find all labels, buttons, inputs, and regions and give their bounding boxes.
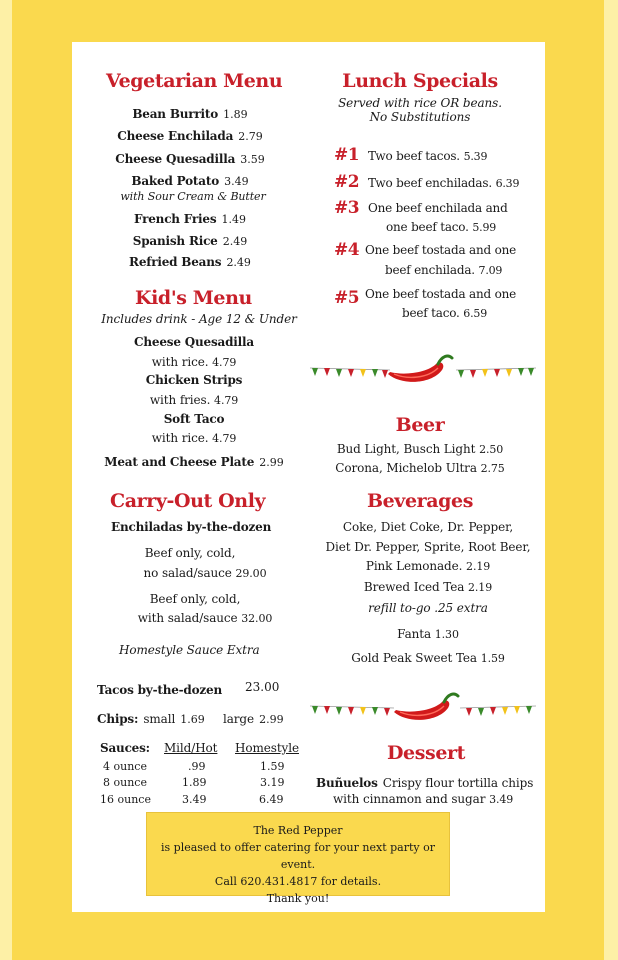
kids-item-name: Cheese Quesadilla	[134, 335, 254, 349]
catering-box	[146, 812, 450, 905]
veg-item-name: Bean Burrito	[132, 107, 219, 121]
special-line-2	[402, 306, 487, 320]
sauces-col-mild: Mild/Hot	[164, 741, 218, 755]
dessert-text-2: with cinnamon and sugar	[333, 792, 486, 806]
sauce-mild-price: 1.89	[182, 776, 207, 789]
kids-detail-text: with fries.	[149, 393, 211, 407]
catering-thanks: Thank you!	[266, 892, 330, 905]
special-price: 6.59	[463, 307, 487, 320]
enchilada-option-2-line-2	[100, 611, 310, 625]
fanta-text: Fanta	[397, 627, 432, 641]
vegetarian-title: Vegetarian Menu	[106, 70, 283, 92]
beer-price: 2.50	[479, 443, 504, 456]
chips-large	[223, 708, 284, 727]
veg-item-price: 2.49	[226, 256, 251, 269]
veg-item-name: Baked Potato	[131, 174, 219, 188]
beverages-line-3	[316, 559, 540, 573]
special-number: #1	[334, 145, 360, 165]
sauce-home-price: 6.49	[259, 793, 284, 806]
enchilada-option-1-line-1: Beef only, cold,	[144, 546, 236, 560]
special-number: #5	[334, 288, 360, 308]
enchiladas-dozen-title: Enchiladas by-the-dozen	[111, 520, 272, 534]
catering-phone-line: Call 620.431.4817 for details.	[214, 875, 382, 888]
veg-item-6	[100, 230, 280, 249]
veg-item-price: 2.79	[238, 130, 263, 143]
chips-large-label: large	[223, 712, 255, 726]
kids-item-price: 4.79	[214, 394, 239, 407]
beer-line-1	[320, 442, 520, 456]
kids-title: Kid's Menu	[135, 287, 252, 309]
veg-item-price: 2.49	[222, 235, 248, 248]
sauce-size: 4 ounce	[103, 760, 147, 773]
left-edge-strip	[0, 0, 12, 960]
sauces-col-homestyle: Homestyle	[235, 741, 299, 755]
special-line-1: One beef enchilada and	[368, 201, 508, 215]
sauces-label: Sauces:	[100, 741, 150, 755]
special-text: beef taco.	[402, 306, 460, 320]
kids-item-name: Chicken Strips	[145, 373, 243, 387]
veg-item-price: 1.89	[223, 108, 248, 121]
special-text: one beef taco.	[386, 220, 469, 234]
kids-detail-text: with rice.	[151, 431, 209, 445]
sauce-home-price: 3.19	[260, 776, 285, 789]
kids-plate	[100, 451, 288, 470]
dessert-text-1: Crispy flour tortilla chips	[382, 776, 534, 790]
lunch-subtitle-2: No Substitutions	[369, 110, 471, 124]
pepper-banner-bottom	[310, 690, 536, 730]
special-price: 7.09	[478, 264, 503, 277]
veg-item-price: 3.49	[224, 175, 249, 188]
tacos-dozen-price: 23.00	[245, 680, 280, 694]
dessert-title: Dessert	[386, 742, 466, 764]
dessert-line-2	[333, 792, 513, 806]
veg-item-4	[100, 170, 280, 189]
kids-item-detail	[100, 355, 288, 369]
veg-item-3	[100, 148, 280, 167]
dessert-name: Buñuelos	[316, 776, 378, 790]
iced-tea-text: Brewed Iced Tea	[363, 580, 465, 594]
right-edge-strip	[604, 0, 618, 960]
refill-note: refill to-go .25 extra	[368, 601, 488, 615]
beer-text: Corona, Michelob Ultra	[335, 461, 477, 475]
carryout-title: Carry-Out Only	[110, 490, 266, 512]
kids-item-price: 4.79	[212, 356, 237, 369]
special-line-2	[386, 220, 496, 234]
enchilada-option-2-price: 32.00	[241, 612, 273, 625]
veg-item-name: French Fries	[134, 212, 217, 226]
chips-large-price: 2.99	[259, 713, 284, 726]
special-line	[368, 149, 487, 163]
pepper-banner-top	[310, 352, 536, 392]
dessert-line-1	[316, 772, 533, 791]
sauce-mild-price: .99	[188, 760, 206, 773]
veg-item-5	[100, 208, 280, 227]
chips-label: Chips:	[97, 712, 139, 726]
iced-tea-line	[316, 580, 540, 594]
special-line-1: One beef tostada and one	[365, 243, 517, 257]
veg-item-name: Cheese Enchilada	[117, 129, 234, 143]
kids-detail-text: with rice.	[151, 355, 209, 369]
homestyle-note: Homestyle Sauce Extra	[119, 643, 260, 657]
gold-peak-price: 1.59	[480, 652, 505, 665]
veg-item-name: Cheese Quesadilla	[115, 152, 236, 166]
veg-item-price: 1.49	[221, 213, 246, 226]
sauce-size: 16 ounce	[100, 793, 151, 806]
beverages-line-1: Coke, Diet Coke, Dr. Pepper,	[342, 520, 514, 534]
sauce-home-price: 1.59	[260, 760, 285, 773]
kids-item-detail	[100, 431, 288, 445]
gold-peak-line	[316, 651, 540, 665]
tacos-dozen-row	[97, 679, 222, 698]
banner-string	[460, 706, 536, 708]
enchilada-option-1-price: 29.00	[235, 567, 267, 580]
special-line	[368, 176, 519, 190]
special-line-2	[385, 263, 502, 277]
chips-small-label: small	[143, 712, 176, 726]
lunch-subtitle-1: Served with rice OR beans.	[338, 96, 502, 110]
special-price: 5.39	[463, 150, 488, 163]
flag-pennants-left	[312, 368, 388, 378]
beverages-title: Beverages	[366, 490, 474, 512]
dessert-price: 3.49	[489, 793, 514, 806]
special-price: 6.39	[495, 177, 520, 190]
chips-row	[97, 708, 205, 727]
special-number: #3	[334, 198, 360, 218]
sauce-mild-price: 3.49	[182, 793, 207, 806]
veg-item-name: Refried Beans	[129, 255, 222, 269]
special-price: 5.99	[472, 221, 497, 234]
kids-item-name: Soft Taco	[163, 412, 225, 426]
special-text: beef enchilada.	[385, 263, 475, 277]
potato-note: with Sour Cream & Butter	[120, 190, 266, 203]
fanta-line	[316, 627, 540, 641]
enchilada-option-1-text: no salad/sauce	[143, 566, 232, 580]
sauce-size: 8 ounce	[103, 776, 147, 789]
beverages-line-2: Diet Dr. Pepper, Sprite, Root Beer,	[325, 540, 531, 554]
kids-item-price: 4.79	[212, 432, 237, 445]
kids-item-detail	[100, 393, 288, 407]
beverages-price: 2.19	[466, 560, 491, 573]
kids-plate-price: 2.99	[259, 456, 284, 469]
beer-title: Beer	[395, 414, 445, 436]
chili-pepper-icon	[388, 356, 452, 382]
kids-plate-name: Meat and Cheese Plate	[104, 455, 255, 469]
special-text: Two beef enchiladas.	[368, 176, 492, 190]
tacos-dozen-label: Tacos by-the-dozen	[97, 683, 222, 697]
special-number: #4	[334, 240, 360, 260]
special-line-1: One beef tostada and one	[365, 287, 517, 301]
veg-item-1	[100, 103, 280, 122]
beer-line-2	[320, 461, 520, 475]
enchilada-option-2-text: with salad/sauce	[137, 611, 238, 625]
special-number: #2	[334, 172, 360, 192]
chili-pepper-icon	[394, 694, 458, 720]
special-text: Two beef tacos.	[368, 149, 460, 163]
veg-item-name: Spanish Rice	[132, 234, 218, 248]
enchilada-option-2-line-1: Beef only, cold,	[149, 592, 241, 606]
iced-tea-price: 2.19	[468, 581, 493, 594]
kids-subtitle: Includes drink - Age 12 & Under	[101, 312, 297, 326]
gold-peak-text: Gold Peak Sweet Tea	[351, 651, 477, 665]
beer-price: 2.75	[480, 462, 505, 475]
veg-item-price: 3.59	[240, 153, 265, 166]
veg-item-7	[100, 251, 280, 270]
beverages-text: Pink Lemonade.	[365, 559, 463, 573]
chips-small-price: 1.69	[180, 713, 205, 726]
catering-line-1: The Red Pepper	[253, 824, 343, 837]
fanta-price: 1.30	[434, 628, 459, 641]
lunch-title: Lunch Specials	[342, 70, 498, 92]
enchilada-option-1-line-2	[100, 566, 310, 580]
veg-item-2	[100, 125, 280, 144]
catering-line-2: is pleased to offer catering for your next party or event.	[161, 841, 435, 871]
beer-text: Bud Light, Busch Light	[336, 442, 476, 456]
